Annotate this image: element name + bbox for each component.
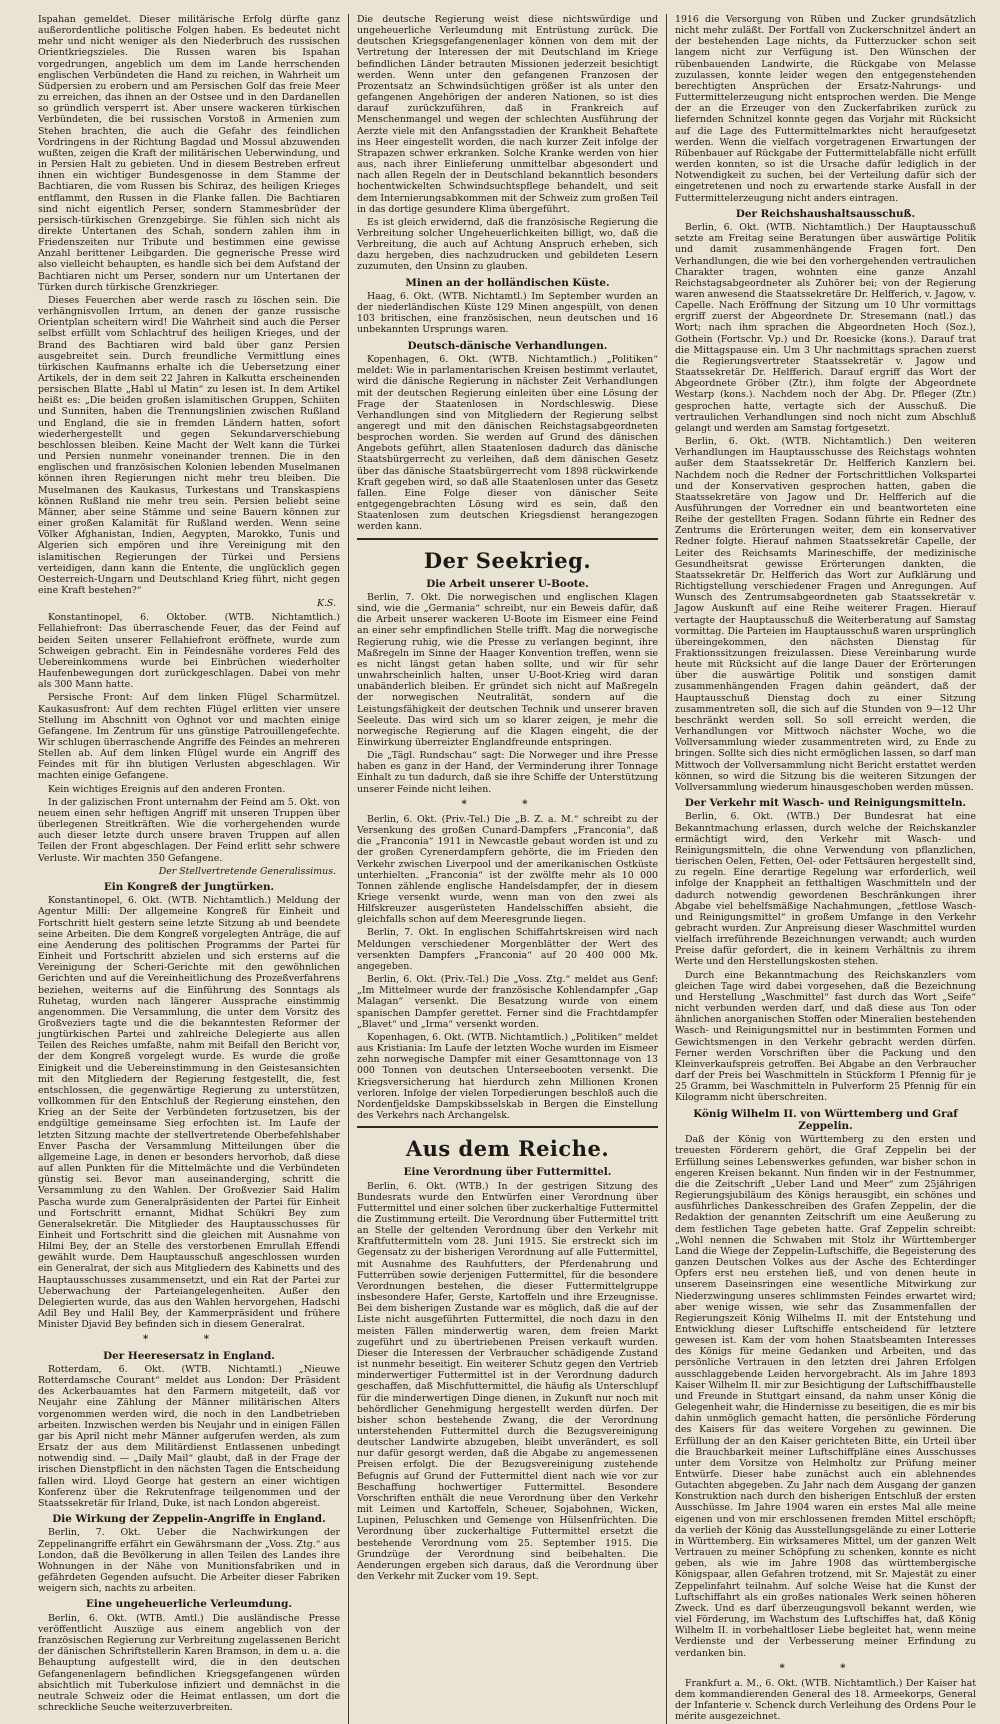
article-paragraph: Durch eine Bekanntmachung des Reichskanzlers vom gleichen Tage wird dabei vorgesehen, daß die Bezeichnung und Herstellung „Waschmittel“ fast durch das Wort „Seife“ nicht verbunden werden darf, und daß diese aus Ton oder ähnlichen anorganischen Stoffen oder Mineralien bestehenden Wasch- und Reinigungsmittel nur in bestimmten Formen und Gewichtsmengen in den Verkehr gebracht werden dürfen. Ferner werden Vorschriften über die Packung und den Kleinverkaufspreis getroffen. Bei Abgabe an den Verbraucher darf der Preis bei Waschmitteln in Stückform 1 Pfennig für je 25 Gramm, bei Waschmitteln in Pulverform 25 Pfennig für ein Kilogramm nicht überschreiten. [675, 969, 976, 1104]
article-paragraph: Die „Tägl. Rundschau“ sagt: Die Norweger und ihre Presse haben es ganz in der Hand, der Verminderung ihrer Tonnage Einhalt zu tun dadurch, daß sie ihre Schiffe der Unterstützung unserer Feinde nicht leihen. [357, 750, 658, 795]
article-paragraph: Dieses Feuerchen aber werde rasch zu löschen sein. Die verhängnisvollen Irrtum, an denen der ganze russische Orientplan scheitern wird! Die Wahrheit sind auch die Perser selbst erfüllt vom Schlachtruf des heiligen Krieges, und der Brand des Bachtiaren wird bald über ganz Persien ausgebreitet sein. Durch freundliche Vermittlung eines türkischen Kaufmanns erhalte ich die Uebersetzung einer Artikels, der in dem seit 22 Jahren in Kalkutta erscheinenden persischen Blatte „Habl ul Matin“ zu lesen ist. In dem Artikel heißt es: „Die beiden großen islamitischen Gruppen, Schiiten und Sunniten, haben die Trennungslinien zwischen Rußland und England, die sie in fremden Ländern hatten, sofort wiederhergestellt und gegen Sekundarverschiebung beschlossen bleiben. Keine Macht der Welt kann die Türkei und Persien nunmehr voneinander trennen. Die in den englischen und französischen Kolonien lebenden Muselmanen können ihren Regierungen nicht mehr treu bleiben. Die Muselmanen des Kaukasus, Turkestans und Transkaspiens können Rußland nie mehr treu sein. Persien beliebt seine Männer, aber seine Stämme und seine Bauern können zur einer großen Kalamität für Rußland werden. Wenn seine Völker Afghanistan, Indien, Aegypten, Marokko, Tunis und Algerien sich empören und ihre Vereinigung mit den islamitischen Regierungen der Türkei und Persiens verteidigen, dann kann die Entente, die unglücklich gegen Oesterreich-Ungarn und Deutschland Krieg führt, nicht gegen eine Kraft bestehen?“ [38, 294, 340, 596]
article-headline: König Wilhelm II. von Württemberg und Graf Zeppelin. [693, 1107, 958, 1132]
signature-line: Der Stellvertretende Generalissimus. [158, 865, 336, 877]
article-paragraph: Berlin, 6. Okt. (Priv.-Tel.) Die „Voss. Ztg.“ meldet aus Genf: „Im Mittelmeer wurde der französische Kohlendampfer „Gap Malagan“ versenkt. Die Besatzung wurde von einem spanischen Dampfer gerettet. Ferner sind die Frachtdampfer „Blavet“ und „Irma“ versenkt worden. [357, 974, 658, 1030]
signature-line: K.S. [316, 598, 336, 610]
article-headline: Eine Verordnung über Futtermittel. [403, 1166, 612, 1179]
article-paragraph: 1916 die Versorgung von Rüben und Zucker grundsätzlich nicht mehr zuläßt. Der Fortfall von Zuckerschnitzel ändert an der bestehenden Lage nichts, da Futterzucker schon seit langem nicht zur Verfügung ist. Den Wünschen der rübenbauenden Landwirte, die Rückgabe von Melasse zuzulassen, konnte leider wegen den entgegenstehenden berechtigten Ansprüchen der Ersatz-Nahrungs- und Futtermittelerzeugung nicht entsprochen werden. Die Menge der an die Erzeuger von den Zuckerfabriken zurück zu liefernden Schnitzel konnte gegen das Vorjahr mit Rücksicht auf die Lage des Futtermittelmarktes nicht heraufgesetzt werden. Wenn die vielfach vorgetragenen Erwartungen der Rübenbauer auf Rückgabe der Futtermittelabfälle nicht erfüllt werden konnten, so ist die Ursache dafür lediglich in der Notwendigkeit zu suchen, bei der Verteilung dafür sich der eingetretenen und noch zu erwartende starke Ausfall in der Futtermittelerzeugung nicht anders eintragen. [675, 14, 976, 204]
column-right [666, 14, 984, 1724]
article-paragraph: Berlin, 6. Okt. (WTB. Nichtamtlich.) Der Hauptausschuß setzte am Freitag seine Beratungen über auswärtige Politik und damit zusammenhängende Fragen fort. Den Verhandlungen, die wie bei den vorhergehenden vertraulichen Charakter tragen, wohnten eine ganze Anzahl Reichstagsabgeordneter als Zuhörer bei; von der Regierung waren anwesend die Staatssekretäre Dr. Helfferich, v. Jagow, v. Capelle. Nach Eröffnung der Sitzung um 10 Uhr vormittags ergriff zuerst der Abgeordnete Dr. Stresemann (natl.) das Wort; nach ihm sprachen die Abgeordneten Hoch (Soz.), Gothein (Fortschr. Vp.) und Dr. Roesicke (kons.). Darauf trat die Mittagspause ein. Um 3 Uhr nachmittags sprachen zuerst die Regierungsvertreter Staatssekretär v. Jagow und Staatssekretär Dr. Helfferich. Darauf ergriff das Wort der Abgeordnete Gröber (Ztr.), ihm folgte der Abgeordnete Westarp (kons.). Nachdem noch der Abg. Dr. Pfleger (Ztr.) gesprochen hatte, vertagte sich der Ausschuß. Die vertraulichen Verhandlungen sind noch nicht zum Abschluß gelangt und werden am Samstag fortgesetzt. [675, 222, 976, 434]
article-headline: Deutsch-dänische Verhandlungen. [407, 339, 608, 352]
article-headline: Die Wirkung der Zeppelin-Angriffe in England. [52, 1512, 326, 1525]
article-headline: Die Arbeit unserer U-Boote. [426, 577, 589, 590]
asterism-separator: * * [143, 1334, 235, 1346]
article-paragraph: Berlin, 7. Okt. Die norwegischen und englischen Klagen sind, wie die „Germania“ schreibt, nur ein Beweis dafür, daß die Arbeit unserer wackeren U-Boote im Eismeer eine Feind an einer sehr empfindlichen Stelle trifft. Mag die norwegische Regierung ruhig, wie die Presse zu verlangen beginnt, ihre Maßregeln im Sinne der Haager Konvention treffen, wenn sie es nicht längst getan haben sollte, und wir für sehr unwahrscheinlich halten, unser U-Boot-Krieg wird daran unabänderlich bleiben. Er gründet sich nicht auf Maßregeln der norwegischen Neutralität, sondern auf die Leistungsfähigkeit der deutschen Technik und unserer braven Seeleute. Das wird sich um so klarer zeigen, je mehr die norwegische Regierung auf die Klagen eingeht, die der Einwirkung überreizter Englandfreunde entspringen. [357, 591, 658, 748]
asterism-separator: * * [461, 798, 554, 810]
section-heading: Aus dem Reiche. [405, 1136, 610, 1162]
article-paragraph: Berlin, 7. Okt. In englischen Schiffahrtskreisen wird nach Meldungen verschiedener Morgenblätter der Wert des versenkten Dampfers „Franconia“ auf 20 400 000 Mk. angegeben. [357, 927, 658, 972]
article-paragraph: Berlin, 6. Okt. (WTB.) In der gestrigen Sitzung des Bundesrats wurde den Entwürfen einer Verordnung über Futtermittel und einer solchen über zuckerhaltige Futtermittel die Zustimmung erteilt. Die Verordnung über Futtermittel tritt an Stelle der geltenden Verordnung über den Verkehr mit Kraftfuttermitteln vom 28. Juni 1915. Sie erstreckt sich im Gegensatz zu der bisherigen Verordnung auf alle Futtermittel, mit Ausnahme des Rauhfutters, der Pferdenahrung und Futterrüben sowie derjenigen Futtermittel, für die besondere Verordnungen bestehen, die dieser Futtermittelgruppe insbesondere Hafer, Gerste, Kartoffeln und ihre Erzeugnisse. Bei dem bisherigen Zustande war es möglich, daß die auf der Liste nicht ausgeführten Futtermittel, die noch dazu in den meisten Fällen minderwertig waren, dem freien Markt zugeführt und zu übertriebenen Preisen verkauft wurden. Dieser die Interessen der Verbraucher schädigende Zustand ist nunmehr beseitigt. Ein weiterer Schutz gegen den Vertrieb minderwertiger Futtermittel ist in der Verordnung dadurch geschaffen, daß Mischfuttermittel, die häufig als Unterschlupf für die minderwertigen Dinge dienen, in Zukunft nur noch mit behördlicher Genehmigung hergestellt werden dürfen. Der bisher schon bestehende Zwang, die der Verordnung unterstehenden Futtermittel durch die Bezugsvereinigung deutscher Landwirte abzugeben, bleibt unverändert, es soll nur dafür gesorgt werden, daß die Abgabe zu angemessenen Preisen erfolgt. Die der Bezugsvereinigung zustehende Befugnis auf Grund der Futtermittel dient nach wie vor zur Beschaffung hochwertiger Futtermittel. Besondere Vorschriften enthält die neue Verordnung über den Verkehr mit Leimen und Kartoffeln, Scheuer, Sojabohnen, Wicken, Lupinen, Peluschken und Gemenge von Hülsenfrüchten. Die Verordnung über zuckerhaltige Futtermittel ersetzt die bestehende Verordnung vom 25. September 1915. Die Grundzüge der Verordnung sind beibehalten. Die Aenderungen ergeben sich daraus, daß die Verordnung über den Verkehr mit Zucker vom 19. Sept. [357, 1180, 658, 1582]
article-paragraph: Rotterdam, 6. Okt. (WTB. Nichtamtl.) „Nieuwe Rotterdamsche Courant“ meldet aus London: Der Präsident des Ackerbauamtes hat den Farmern mitgeteilt, daß vor Neujahr eine Zählung der Männer militärischen Alters vorgenommen werden wird, die noch in den Landbetrieben arbeiten. Inzwischen werden bis Neujahr und in einigen Fällen gar bis April nicht mehr Männer aufgerufen werden, als zum Ersatz der aus dem Militärdienst Entlassenen unbedingt notwendig sind. — „Daily Mail“ glaubt, daß in der Frage der irischen Dienstpflicht in den nächsten Tagen die Entscheidung fallen wird. Lloyd George hat gestern an einer wichtigen Konferenz über die Rekrutenfrage teilgenommen und der Staatssekretär für Irland, Duke, ist nach London abgereist. [38, 1363, 340, 1509]
article-paragraph: In der galizischen Front unternahm der Feind am 5. Okt. von neuem einen sehr heftigen Angriff mit unseren Truppen über überlegenen Streitkräften. Wie die vorhergehenden wurde auch dieser letzte durch unsere braven Truppen auf allen Teilen der Front abgeschlagen. Der Feind erlitt sehr schwere Verluste. Wir machten 350 Gefangene. [38, 796, 340, 864]
section-heading: Der Seekrieg. [423, 547, 592, 573]
column-left [30, 14, 348, 1724]
article-paragraph: Persische Front: Auf dem linken Flügel Scharmützel. Kaukasusfront: Auf dem rechten Flügel erlitten vier unsere Stellung im Abschnitt von Oghnot vor und machten einige Gefangene. Im Zentrum für uns günstige Patrouillengefechte. Wir schlugen überraschende Angriffe des Feindes an mehreren Stellen ab. Auf dem linken Flügel wurde ein Angriff des Feindes mit für ihn blutigen Verlusten abgeschlagen. Wir machten einige Gefangene. [38, 692, 340, 782]
article-headline: Der Heeresersatz in England. [103, 1349, 275, 1362]
article-paragraph: Berlin, 6. Okt. (WTB.) Der Bundesrat hat eine Bekanntmachung erlassen, durch welche der Reichskanzler ermächtigt wird, den Verkehr mit Wasch- und Reinigungsmitteln, die ohne Verwendung von pflanzlichen, tierischen Oelen, Fetten, Oel- oder Fettsäuren hergestellt sind, zu regeln. Eine derartige Regelung war erforderlich, weil infolge der Knappheit an fetthaltigen Waschmitteln und der dadurch notwendig gewordenen Beschränkungen ihrer Abgabe viel behelfsmäßige Nachahmungen, „fettlose Wasch- und Reinigungsmittel“ in großem Umfange in den Verkehr gebracht wurden. Zur Anpreisung dieser Waschmittel wurden vielfach irreführende Bezeichnungen verwandt; auch wurden Preise dafür gefordert, die in keinem Verhältnis zu ihrem Werte und den Herstellungskosten stehen. [675, 811, 976, 968]
article-paragraph: Berlin, 6. Okt. (WTB. Nichtamtlich.) Den weiteren Verhandlungen im Hauptausschusse des Reichstags wohnten außer dem Staatssekretär Dr. Helfferich Kanzlern bei. Nachdem noch die Redner der Fortschrittlichen Volkspartei und der Konservativen gesprochen hatten, gaben die Staatssekretäre von Jagow und Dr. Helfferich auf die Ausführungen der Vorredner ein und beantworteten eine Reihe der gestellten Fragen. Sodann führte ein Redner des Zentrums die Erörterungen weiter, dem ein konservativer Redner folgte. Hierauf nahmen Staatssekretär Capelle, der Leiter des Reichsamts Marineschiffe, der medizinische Gesundheitsrat gewisse Erörterungen dankten, die Staatssekretär Dr. Helfferich das Wort zur Aufklärung und Richtigstellung verschiedener Fragen und Anregungen. Auf Wunsch des Zentrumsabgeordneten gab Staatssekretär v. Jagow Auskunft auf eine Reihe weiterer Fragen. Hierauf vertagte der Hauptausschuß die Weiterberatung auf Samstag vormittag. Die Parteien im Hauptausschuß waren ursprünglich übereingekommen, den nächsten Dienstag für Fraktionssitzungen freizulassen. Diese Vereinbarung wurde heute mit Rücksicht auf die lange Dauer der Erörterungen über die auswärtige Politik und sonstigen damit zusammenhängenden Fragen dahin geändert, daß der Hauptausschuß Dienstag doch zu einer Sitzung zusammentreten soll, die sich auf die Stunden von 9—12 Uhr beschränkt werden soll. So soll erreicht werden, die Verhandlungen vor Mittwoch nächster Woche, wo die Vollversammlung wieder zusammentreten wird, zu Ende zu bringen. Sollte sich dies nicht ermöglichen lassen, so darf man Mittwoch der Vollversammlung nicht Bericht erstattet werden können, so wird die Sitzung bis die weiteren Sitzungen der Vollversammlung wiederum hinausgeschoben werden müssen. [675, 436, 976, 793]
article-headline: Der Verkehr mit Wasch- und Reinigungsmitteln. [684, 797, 967, 810]
article-headline: Ein Kongreß der Jungtürken. [103, 880, 275, 893]
article-paragraph: Die deutsche Regierung weist diese nichtswürdige und ungeheuerliche Verleumdung mit Entrüstung zurück. Die deutschen Kriegsgefangenenlager können von dem mit der Vertretung der Interessen der mit Deutschland im Kriege befindlichen Länder betrauten Missionen jederzeit besichtigt werden. Wenn unter den gefangenen Franzosen der Prozentsatz an Schwindsüchtigen größer ist als unter den gefangenen Angehörigen der anderen Nationen, so ist dies darauf zurückzuführen, daß in Frankreich auf Menschenmangel und wegen der schlechten Ausführung der Aerzte viele mit den Anfangsstadien der Krankheit Behaftete ins Heer eingestellt worden, die nach kurzer Zeit infolge der Strapazen schwer erkranken. Solche Kranke werden von hier aus, nach ihrer Einlieferung unmittelbar abgesondert und nach allen Regeln der in Deutschland bekanntlich besonders hochentwickelten Schwindsuchtspflege behandelt, und seit dem Internierungsabkommen mit der Schweiz zum großen Teil in das dortige gesundere Klima übergeführt. [357, 14, 658, 215]
article-paragraph: Kopenhagen, 6. Okt. (WTB. Nichtamtlich.) „Politiken“ meldet: Wie in parlamentarischen Kreisen bestimmt verlautet, wird die dänische Regierung in nächster Zeit Verhandlungen mit der deutschen Regierung einleiten über eine Lösung der Frage der Staatenlosen in Nordschleswig. Diese Verhandlungen sind von Mitgliedern der Regierung selbst angeregt und mit den dänischen Reichstagsabgeordneten besprochen worden. Sie werden auf Grund des dänischen Angebots geführt, allen Staatenlosen dadurch das dänische Staatsbürgerrecht zu verleihen, daß dem dänischen Gesetz über das dänische Staatsbürgerrecht vom 1898 rückwirkende Kraft gegeben wird, so daß alle Staatenlosen unter das Gesetz fallen. Eine Folge dieser von dänischer Seite entgegengebrachten Lösung wird es sein, daß den Staatenlosen zum deutschen Kriegsdienst herangezogen werden kann. [357, 354, 658, 533]
article-paragraph: Kopenhagen, 6. Okt. (WTB. Nichtamtlich.) „Politiken“ meldet aus Kristiania: Im Laufe der letzten Woche wurden im Eismeer zehn norwegische Dampfer mit einer Gesamttonnage von 13 000 Tonnen von deutschen Unterseebooten versenkt. Die Kriegsversicherung hat hierdurch zehn Millionen Kronen verloren. Infolge der vielen Torpedierungen beschloß auch die Nordenfjeldske Dampskibsselskab in Bergen die Einstellung des Verkehrs nach Archangelsk. [357, 1031, 658, 1121]
article-headline: Eine ungeheuerliche Verleumdung. [85, 1598, 292, 1611]
article-paragraph: Konstantinopel, 6. Oktober. (WTB. Nichtamtlich.) Fellahiefront: Das überraschende Feuer, das der Feind auf beiden Seiten unserer Fellahiefront eröffnete, wurde zum Schweigen gebracht. Ein in Feindesnähe vorderes Feld des Uebereinkommens wurde bei Einbrüchen wiederholter Haufenbewegungen dort zurückgeschlagen. Dabei von mehr als 300 Mann hatte. [38, 612, 340, 691]
article-paragraph: Kein wichtiges Ereignis auf den anderen Fronten. [48, 783, 286, 795]
section-rule [357, 538, 658, 540]
asterism-separator: * * [779, 1662, 872, 1674]
article-paragraph: Berlin, 6. Okt. (Priv.-Tel.) Die „B. Z. a. M.“ schreibt zu der Versenkung des großen Cunard-Dampfers „Franconia“, daß die „Franconia“ 1911 in Newcastle gebaut worden ist und zu der großen Cyrenerdampfern gehörte, die im Frieden den Verkehr zwischen Liverpool und der amerikanischen Ostküste unterhielten. „Franconia“ ist der zwölfte mehr als 10 000 Tonnen zählende englische Handelsdampfer, der in diesem Kriege versenkt wurde, wenn man von den zwei als Hilfskreuzer ausgerüsteten Handelsschiffen absieht, die gleichfalls schon auf dem Meeresgrunde liegen. [357, 813, 658, 926]
article-paragraph: Daß der König von Württemberg zu den ersten und treuesten Förderern gehört, die Graf Zeppelin bei der Erfüllung seines Lebenswerkes gefunden, war bisher schon in engeren Kreisen bekannt. Nun finden wir in der Festnummer, die die Zeitschrift „Ueber Land und Meer“ zum 25jährigen Regierungsjubiläum des Königs herausgibt, ein schönes und ausführliches Dankesschreiben des Grafen Zeppelin, der die Redaktion der genannten Zeitschrift um eine Aeußerung zu dem festlichen Tage gebeten hatte. Graf Zeppelin schreibt: „Wohl nennen die Schwaben mit Stolz ihr Württemberger Land die Wiege der Zeppelin-Luftschiffe, die Begeisterung des ganzen Deutschen Volkes aus der Asche des Echterdinger Opfers erst neu erstehen ließ, und von denen heute in unserem Daseinsringen eine wesentliche Mitwirkung zur Niederzwingung unseres schlimmsten Feindes erwartet wird; aber wenige wissen, wie sehr das Zusammenfallen der Regierungszeit König Wilhelms II. mit der Entstehung und Entwicklung dieser Luftschiffe entscheidend für letztere gewesen ist. Kam der vom hohen Staatsbeamten Interesses des Königs für meine Gedanken und Arbeiten, und das persönliche Vertrauen in den letzten drei Jahren Erfolgen ausschlaggebende Leiden hervorgebracht. Als im Jahre 1893 Kaiser Wilhelm II. mir zur Besichtigung der Luftschiffbaustelle und Freunde in Stuttgart einsand, da nahm unser König die Gelegenheit wahr, die Hindernisse zu beseitigen, die es mir bis dahin unmöglich gemacht hatten, die persönliche Förderung des Kaisers für das weitere Vorgehen zu gewinnen. Die Erfüllung der an den Kaiser gerichteten Bitte, ein Urteil über die Brauchbarkeit meiner Luftschiffpläne eines Ausschusses unter dem Vorsitze von Helmholtz zur Prüfung meiner Entwürfe. Dieser habe zunächst auch ein ablehnendes Gutachten abgegeben. Zu Jahr nach dem Ausgang der ganzen Konstruktion nach durch den bisherigen Entschluß der ersten Ausschüsse. Im Jahre 1904 waren ein erstes Mal alle meine eigenen und von mir erschlossenen fremden Mittel erschöpft; da verlieh der König das Ausstellungsgelände zu einer Lotterie in Württemberg. Ein wirksameres Mittel, um der ganzen Welt Vertrauen zu meiner Schöpfung zu schenken, konnte es nicht geben, als wie im Jahre 1908 das württembergische Königspaar, allen Gefahren trotzend, mit Sr. Majestät zu einer Zeppelinfahrt teilnahm. Auf solche Weise hat die Kunst der Luftschiffahrt als ein großes nationales Werk seinen höheren Zweck. Und es darf überzeugungsvoll bekannt werden, wie viel Förderung, im Wachstum des Luftschiffes hat, daß König Wilhelm II. in vorbehaltloser Liebe begleitet hat, wenn meine Verdienste und der Verbesserung meiner Erfindung zu verdanken bin. [675, 1134, 976, 1659]
article-headline: Minen an der holländischen Küste. [405, 276, 610, 289]
article-paragraph: Es ist gleich erwidernd, daß die französische Regierung die Verbreitung solcher Ungeheuerlichkeiten billigt, wo, daß die Verbreitung, die auch auf Achtung Anspruch erheben, sich dazu hergeben, dies nachzudrucken und gebildeten Lesern zuzumuten, den Unsinn zu glauben. [357, 216, 658, 273]
section-rule [357, 1126, 658, 1128]
article-paragraph: Haag, 6. Okt. (WTB. Nichtamtl.) Im September wurden an der niederländischen Küste 129 Minen angespült, von denen 103 britischen, eine französischen, neun deutschen und 16 unbekannten Ursprungs waren. [357, 291, 658, 336]
article-paragraph: Berlin, 7. Okt. Ueber die Nachwirkungen der Zeppelinangriffe erfährt ein Gewährsmann der „Voss. Ztg.“ aus London, daß die Bevölkerung in allen Teilen des Landes ihre Wohnungen in der Nähe von Munitionsfabriken und in gefährdeten Gegenden aufsucht. Die Arbeiter dieser Fabriken weigern sich, nachts zu arbeiten. [38, 1527, 340, 1595]
column-middle [348, 14, 666, 1724]
article-paragraph: Ispahan gemeldet. Dieser militärische Erfolg dürfte ganz außerordentliche politische Folgen haben. Es bedeutet nicht mehr und nicht weniger als den Niederbruch des russischen Orientkriegszieles. Die Russen waren bis Ispahan vorgedrungen, angeblich um dem im Lande herrschenden englischen Verbündeten die Hand zu reichen, in Wahrheit um Südpersien zu erobern und am Persischen Golf das freie Meer zu erreichen, das ihnen an der Ostsee und in den Dardanellen so gründlich versperrt ist. Aber unsere wackeren türkischen Verbündeten, die bei russischen Vorstoß in Armenien zum Stehen brachten, die auch die Gefahr des feindlichen Vordringens in der Richtung Bagdad und Mossul abzuwenden wußten, zeigen die Kraft der militärischen Ueberwindung, und in Persien Halt zu gebieten. Und in diesem Bestreben erfreut ihnen ein wichtiger Bundesgenosse in dem Stamme der Bachtiaren, die vom Russen bis Schiraz, des heiligen Krieges entflammt, den Russen in die Flanke fallen. Die Bachtiaren sind nicht eigentlich Perser, sondern Stammesbrüder der persisch-türkischen Grenzgebirge. Sie fühlen sich nicht als direkte Untertanen des Schah, sondern zahlen ihm in Friedenszeiten nur Tribute und bestimmen eine gewisse Anzahl berittener Leibgarden. Die gegnerische Presse wird also vielleicht behaupten, es handle sich bei dem Aufstand der Bachtiaren nicht um Perser, sondern nur um Untertanen der Türken durch türkische Grenzkrieger. [38, 14, 340, 293]
article-headline: Der Reichshaushaltsausschuß. [735, 207, 916, 220]
article-paragraph: Konstantinopel, 6. Okt. (WTB. Nichtamtlich.) Meldung der Agentur Milli: Der allgemeine Kongreß für Einheit und Fortschritt hielt gestern seine letzte Sitzung ab und beendete seine Arbeiten. Die dem Kongreß vorgelegten Anträge, die auf eine Aenderung des politischen Programms der Partei für Einheit und Fortschritt abzielen und sich ersterns auf die Vereinigung der Scheri-Gerichte mit den gewöhnlichen Gerichten und auf die Vereinheitlichung des Prozeßverfahrens beziehen, weiterns auf die Einführung des Sonntags als Ruhetag, wurden nach längerer Aussprache einstimmig angenommen. Die Versammlung, die unter dem Vorsitz des Großveziers tagte und die die bekanntesten Reformer der jungtürkischen Partei und zahlreiche Delegierte aus allen Teilen des Reiches umfaßte, nahm mit Beifall den Bericht vor, der dem Kongreß vorgelegt wurde. Es wurde die große Einigkeit und die Uebereinstimmung in den Geistesansichten mit den Mitgliedern der Regierung festgestellt, die, fest entschlossen, die gegenwärtige Regierung zu unterstützen, vollkommen für den Entschluß der Regierung einstehen, den Krieg an der Seite der Verbündeten fortzusetzen, bis der endgültige gemeinsame Sieg erfochten ist. Im Laufe der letzten Sitzung machte der stellvertretende Oberbefehlshaber Enver Pascha der Versammlung Mitteilungen über die allgemeine Lage, in denen er besonders hervorhob, daß diese auf allen Punkten für die Mittelmächte und die Verbündeten günstig sei. Bevor man auseinanderging, schritt die Versammlung zu den Wahlen. Der Großvezier Said Halim Pascha wurde zum Generalpräsidenten der Partei für Einheit und Fortschritt ernannt, Midhat Schükri Bey zum Generalsekretär. Die Mitglieder des Hauptausschusses für Einheit und Fortschritt sind die gleichen mit Ausnahme von Hilmi Bey, der an Stelle des verstorbenen Emrullah Effendi gewählt wurde. Dem Hauptausschuß angeschlossen wurden ein Generalrat, der sich aus Mitgliedern des Kabinetts und des Hauptausschusses zusammensetzt, und ein Rat der Partei zur Ueberwachung der Parteiangelegenheiten. Außer den Delegierten wurde, das aus den Wahlen hervorgehen, Hadschi Adil Bey und Halil Bey, der Kammerpräsident und frühere Minister Djavid Bey befinden sich in diesem Generalrat. [38, 895, 340, 1331]
article-paragraph: Frankfurt a. M., 6. Okt. (WTB. Nichtamtlich.) Der Kaiser hat dem kommandierenden General des 18. Armeekorps, General der Infanterie v. Schenck durch Verleihung des Ordens Pour le mérite ausgezeichnet. [675, 1677, 976, 1723]
article-paragraph: Berlin, 6. Okt. (WTB. Amtl.) Die ausländische Presse veröffentlicht Auszüge aus einem angeblich von der französischen Regierung zur Verbreitung zugelassenen Bericht der dänischen Schriftstellerin Karen Bramson, in dem u. a. die Behauptung aufgestellt wird, die in den deutschen Gefangenenlagern befindlichen Kriegsgefangenen würden absichtlich mit Tuberkulose infiziert und demnächst in die neutrale Schweiz oder die Heimat entlassen, um dort die schreckliche Seuche weiterzuverbreiten. [38, 1612, 340, 1713]
